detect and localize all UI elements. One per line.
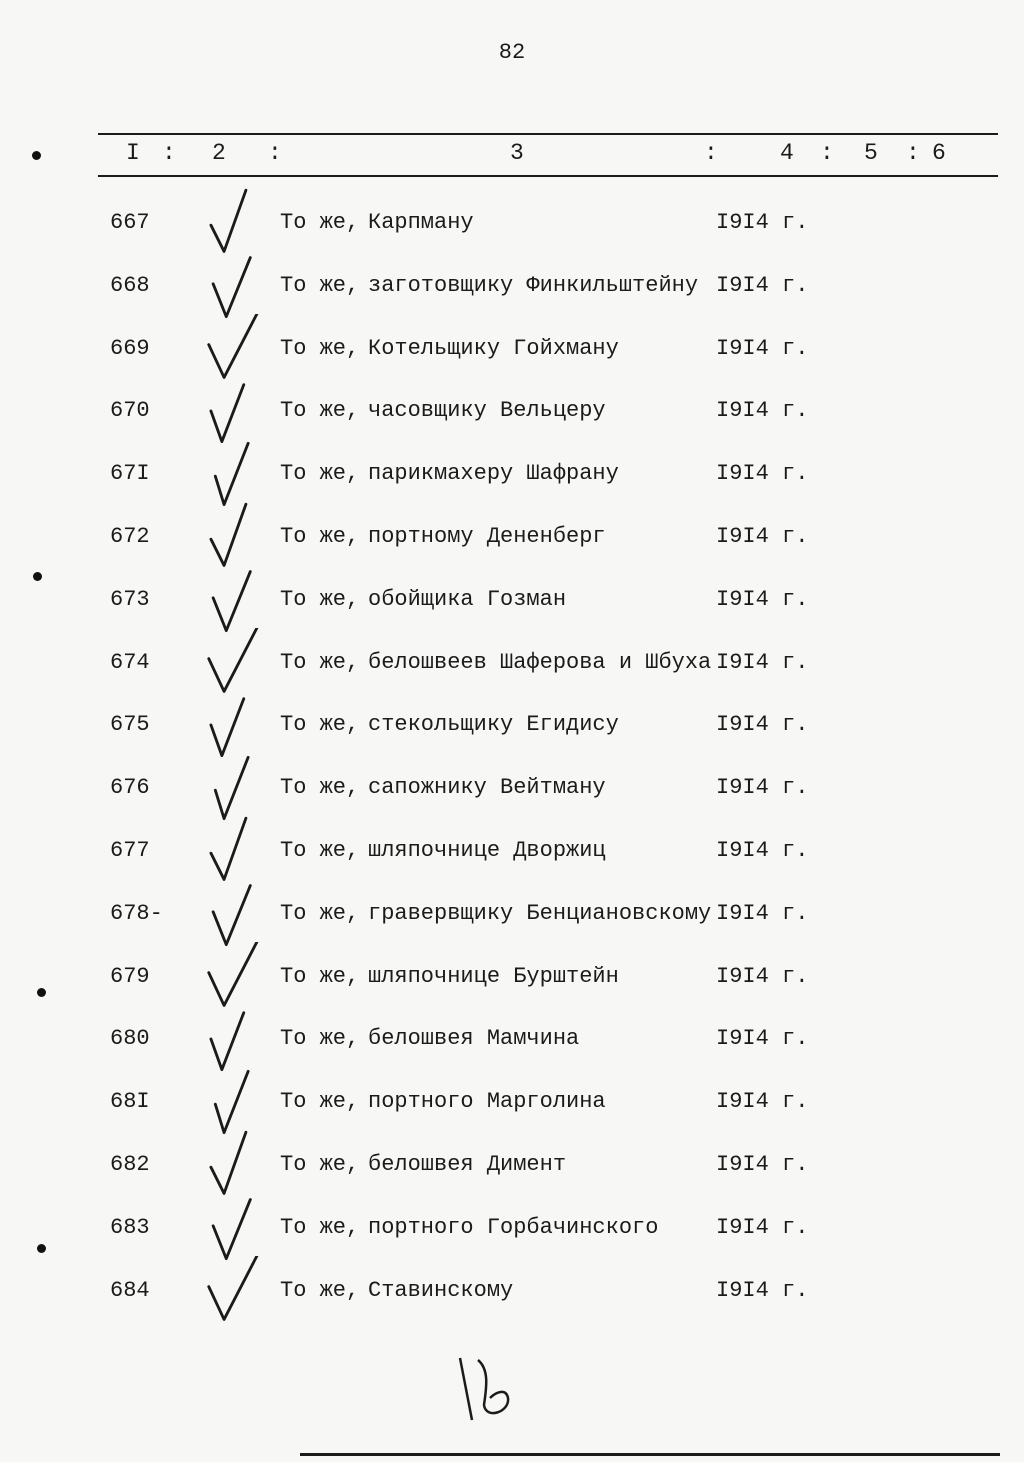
checkmark-icon — [200, 188, 270, 258]
table-row — [0, 1089, 1024, 1129]
row-description: белошвея Мамчина — [368, 1026, 580, 1052]
row-number: 682 — [110, 1152, 150, 1177]
row-year: I9I4 г. — [716, 775, 809, 801]
row-number: 678- — [110, 900, 163, 926]
row-number: 672 — [110, 524, 150, 549]
row-description: Ставинскому — [368, 1277, 514, 1303]
signature-mark-icon — [450, 1350, 530, 1430]
table-row — [0, 398, 1024, 438]
column-header-1: I — [126, 140, 140, 166]
row-year: I9I4 г. — [716, 900, 809, 926]
column-header-3: 3 — [510, 140, 524, 166]
row-description: сапожнику Вейтману — [368, 775, 606, 801]
row-year: I9I4 г. — [716, 838, 809, 863]
checkmark-icon — [200, 565, 270, 635]
table-row — [0, 524, 1024, 564]
checkmark-icon — [200, 1067, 270, 1137]
row-description: портному Дененберг — [368, 524, 606, 549]
table-row — [0, 1278, 1024, 1318]
row-number: 667 — [110, 210, 150, 235]
punch-hole-icon — [32, 151, 41, 160]
checkmark-icon — [200, 942, 270, 1012]
checkmark-icon — [200, 1130, 270, 1200]
column-header-6: 6 — [932, 140, 946, 166]
checkmark-icon — [200, 1004, 270, 1074]
row-year: I9I4 г. — [716, 586, 809, 612]
row-number: 680 — [110, 1026, 150, 1052]
row-number: 684 — [110, 1277, 150, 1303]
row-year: I9I4 г. — [716, 1089, 809, 1115]
header-rule-top — [98, 133, 998, 135]
row-prefix: То же, — [280, 712, 360, 738]
table-row — [0, 1026, 1024, 1066]
row-description: Карпману — [368, 210, 474, 235]
table-row — [0, 838, 1024, 878]
table-row — [0, 901, 1024, 941]
row-prefix: То же, — [280, 1277, 360, 1303]
column-header-4: 4 — [780, 140, 794, 166]
row-description: парикмахеру Шафрану — [368, 461, 619, 487]
row-year: I9I4 г. — [716, 712, 809, 738]
checkmark-icon — [200, 251, 270, 321]
column-separator: : — [820, 140, 834, 166]
row-year: I9I4 г. — [716, 963, 809, 989]
row-description: Котельщику Гойхману — [368, 335, 619, 361]
row-number: 675 — [110, 712, 150, 738]
row-year: I9I4 г. — [716, 398, 809, 424]
row-prefix: То же, — [280, 900, 360, 926]
page-number: 82 — [498, 40, 526, 65]
punch-hole-icon — [37, 988, 46, 997]
row-prefix: То же, — [280, 335, 360, 361]
column-header-5: 5 — [864, 140, 878, 166]
checkmark-icon — [200, 628, 270, 698]
row-year: I9I4 г. — [716, 1214, 809, 1240]
row-prefix: То же, — [280, 1026, 360, 1052]
bottom-rule — [300, 1453, 1000, 1456]
row-number: 674 — [110, 649, 150, 675]
row-year: I9I4 г. — [716, 1152, 809, 1177]
checkmark-icon — [200, 1193, 270, 1263]
checkmark-icon — [200, 502, 270, 572]
column-header-2: 2 — [212, 140, 226, 166]
row-description: белошвея Димент — [368, 1152, 567, 1177]
checkmark-icon — [200, 690, 270, 760]
row-number: 669 — [110, 335, 150, 361]
row-number: 68I — [110, 1089, 150, 1115]
row-description: шляпочнице Дворжиц — [368, 838, 606, 863]
table-row — [0, 775, 1024, 815]
header-rule-bottom — [98, 175, 998, 177]
row-year: I9I4 г. — [716, 461, 809, 487]
column-separator: : — [162, 140, 176, 166]
table-row — [0, 1152, 1024, 1192]
column-separator: : — [268, 140, 282, 166]
row-prefix: То же, — [280, 524, 360, 549]
row-prefix: То же, — [280, 1089, 360, 1115]
row-description: часовщику Вельцеру — [368, 398, 606, 424]
row-prefix: То же, — [280, 398, 360, 424]
row-number: 668 — [110, 272, 150, 298]
column-header-row — [0, 140, 1024, 170]
checkmark-icon — [200, 376, 270, 446]
row-number: 673 — [110, 586, 150, 612]
row-year: I9I4 г. — [716, 210, 809, 235]
row-year: I9I4 г. — [716, 272, 809, 298]
row-description: обойщика Гозман — [368, 586, 567, 612]
row-description: шляпочнице Бурштейн — [368, 963, 619, 989]
row-prefix: То же, — [280, 586, 360, 612]
checkmark-icon — [200, 1256, 270, 1326]
checkmark-icon — [200, 753, 270, 823]
row-description: портного Марголина — [368, 1089, 606, 1115]
row-prefix: То же, — [280, 210, 360, 235]
row-number: 670 — [110, 398, 150, 424]
row-year: I9I4 г. — [716, 335, 809, 361]
row-prefix: То же, — [280, 838, 360, 863]
row-description: стекольщику Егидису — [368, 712, 619, 738]
row-number: 679 — [110, 963, 150, 989]
table-row — [0, 964, 1024, 1004]
row-year: I9I4 г. — [716, 1277, 809, 1303]
table-row — [0, 1215, 1024, 1255]
checkmark-icon — [200, 439, 270, 509]
table-row — [0, 587, 1024, 627]
row-description: белошвеев Шаферова и Шбуха — [368, 649, 712, 675]
column-separator: : — [704, 140, 718, 166]
row-description: заготовщику Финкильштейну — [368, 272, 699, 298]
row-description: портного Горбачинского — [368, 1214, 659, 1240]
table-row — [0, 336, 1024, 376]
row-prefix: То же, — [280, 1152, 360, 1177]
punch-hole-icon — [37, 1244, 46, 1253]
table-row — [0, 650, 1024, 690]
row-number: 67I — [110, 461, 150, 487]
row-description: гравервщику Бенциановскому — [368, 900, 712, 926]
table-row — [0, 210, 1024, 250]
table-row — [0, 273, 1024, 313]
row-prefix: То же, — [280, 649, 360, 675]
checkmark-icon — [200, 816, 270, 886]
row-prefix: То же, — [280, 963, 360, 989]
row-number: 683 — [110, 1214, 150, 1240]
row-number: 676 — [110, 775, 150, 801]
row-year: I9I4 г. — [716, 524, 809, 549]
row-prefix: То же, — [280, 461, 360, 487]
row-prefix: То же, — [280, 272, 360, 298]
checkmark-icon — [200, 879, 270, 949]
row-number: 677 — [110, 838, 150, 863]
checkmark-icon — [200, 314, 270, 384]
table-row — [0, 712, 1024, 752]
column-separator: : — [906, 140, 920, 166]
table-row — [0, 461, 1024, 501]
punch-hole-icon — [33, 572, 42, 581]
row-prefix: То же, — [280, 1214, 360, 1240]
row-year: I9I4 г. — [716, 1026, 809, 1052]
row-prefix: То же, — [280, 775, 360, 801]
row-year: I9I4 г. — [716, 649, 809, 675]
